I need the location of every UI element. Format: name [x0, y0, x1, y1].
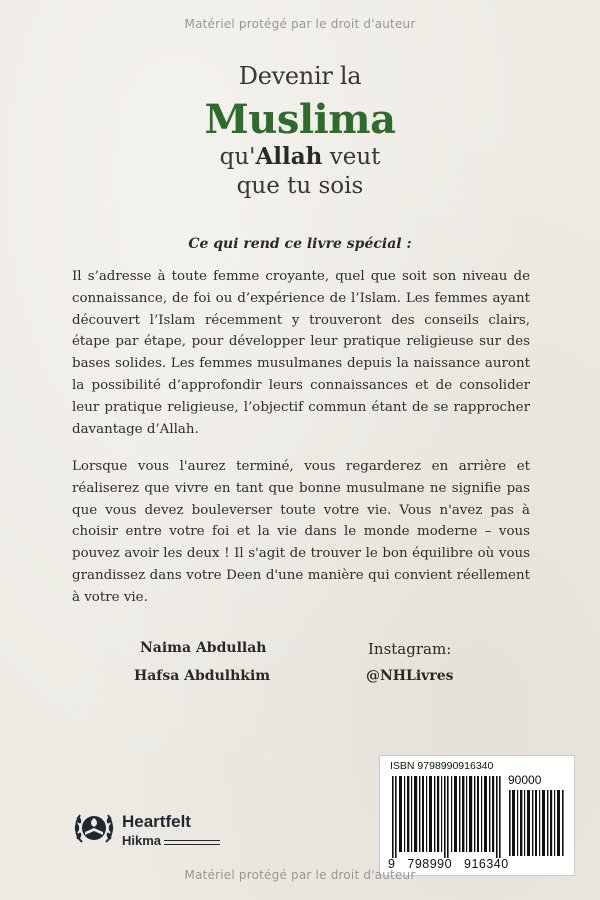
isbn-barcode	[379, 755, 575, 876]
title-line-3	[0, 143, 600, 170]
isbn-label: ISBN 9798990916340	[390, 760, 494, 772]
addon-bars	[508, 790, 566, 856]
ean-bars	[390, 776, 502, 858]
title-line-4: que tu sois	[236, 173, 364, 199]
book-laurel-icon	[72, 806, 116, 850]
description-paragraph-1: Il s’adresse à toute femme croyante, quel que soit son niveau de connaissance, de foi ou d’expérience de l’Islam. Les femmes ayant découvert l’Islam récemment y trouveront des conseils clairs, étape par étape, pour développer leur pratique religieuse sur des bases solides. Les femmes musulmanes depuis la naissance auront la possibilité d’approfondir leurs connaissances et de consolider leur pratique religieuse, l’objectif commun étant de se rapprocher davantage d’Allah.	[72, 269, 530, 437]
price-code: 90000	[508, 773, 542, 787]
title-line-3-suffix: veut	[322, 144, 381, 170]
ean-digits: 9 798990 916340	[388, 857, 509, 871]
publisher-name-line-1: Heartfelt	[122, 812, 191, 831]
publisher-rule	[164, 840, 220, 845]
title-muslima: Muslima	[204, 96, 396, 143]
publisher-name-line-2: Hikma	[122, 833, 162, 848]
section-heading: Ce qui rend ce livre spécial :	[188, 236, 412, 252]
copyright-watermark-top: Matériel protégé par le droit d'auteur	[184, 17, 416, 31]
title-line-3-prefix: qu'	[219, 144, 256, 170]
title-line-1: Devenir la	[238, 62, 362, 90]
description-paragraph-2: Lorsque vous l'aurez terminé, vous regarderez en arrière et réaliserez que vivre en tant que bonne musulmane ne signifie pas que vous devez bouleverser toute votre vie. Vous n'avez pas à choisir entre votre foi et la vie dans le monde moderne – vous pouvez avoir les deux ! Il s'agit de trouver le bon équilibre où vous grandissez dans votre Deen d'une manière qui convient réellement à votre vie.	[72, 459, 530, 605]
author-name-2: Hafsa Abdulhkim	[134, 668, 271, 684]
copyright-watermark-bottom: Matériel protégé par le droit d'auteur	[184, 868, 416, 882]
instagram-label: Instagram:	[368, 640, 452, 658]
publisher-logo	[72, 806, 232, 856]
author-name-1: Naima Abdullah	[140, 640, 267, 656]
title-allah: Allah	[255, 143, 323, 170]
instagram-handle: @NHLivres	[366, 668, 454, 684]
